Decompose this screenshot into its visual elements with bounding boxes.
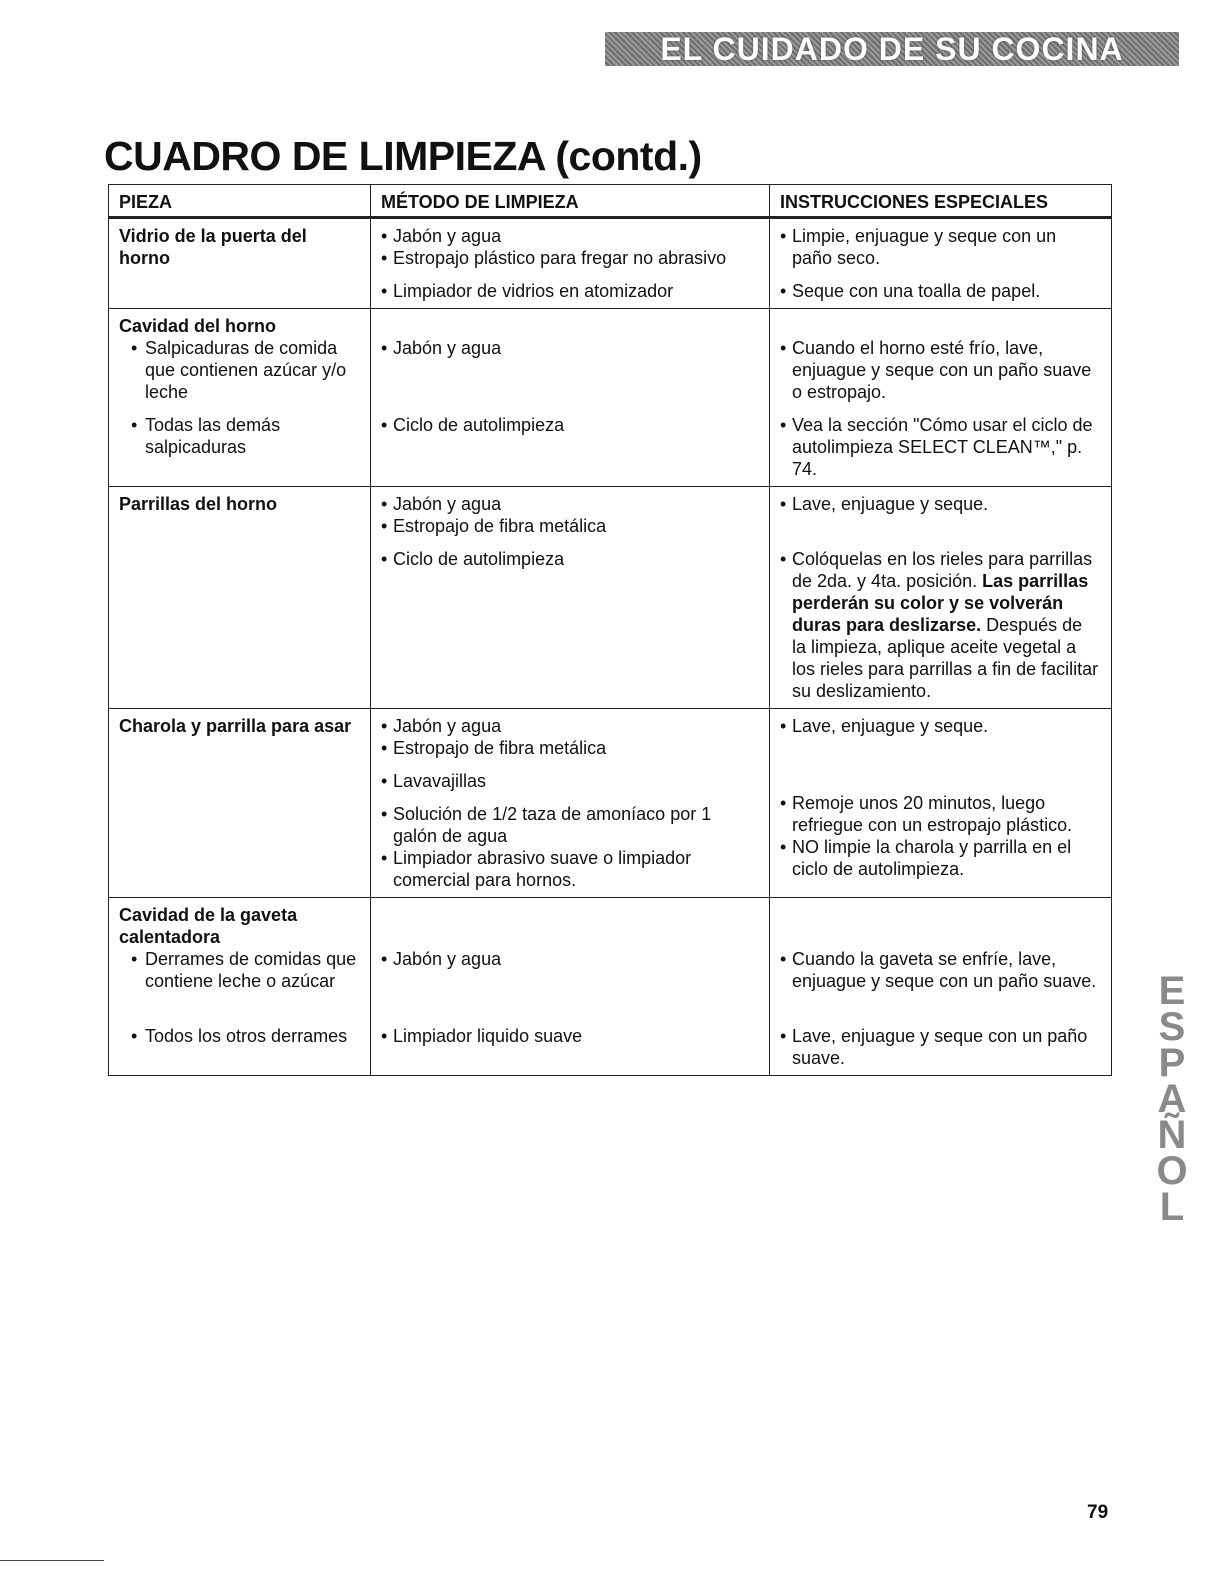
part-name: Vidrio de la puerta del horno bbox=[119, 226, 307, 268]
footer-rule bbox=[0, 1560, 104, 1561]
instruction-text: Colóquelas en los rieles para parrillas de 2da. y 4ta. posición. bbox=[792, 549, 1093, 591]
instructions-cell bbox=[770, 309, 1112, 487]
part-cell bbox=[109, 487, 371, 709]
part-cell bbox=[109, 709, 371, 898]
instruction-item: • Cuando la gaveta se enfríe, lave, enjuague y seque con un paño suave. bbox=[778, 948, 1101, 1014]
method-item: • Limpiador liquido suave bbox=[379, 1025, 759, 1047]
instruction-tail: Después de la limpieza, aplique aceite vegetal a los rieles para parrillas a fin de facilitar su deslizamiento. bbox=[792, 615, 1099, 701]
instruction-item: • Lave, enjuague y seque con un paño suave. bbox=[778, 1025, 1101, 1069]
method-item: • Limpiador de vidrios en atomizador bbox=[379, 280, 759, 302]
method-cell bbox=[371, 898, 770, 1076]
page-title: CUADRO DE LIMPIEZA (contd.) bbox=[104, 133, 702, 179]
instruction-item: • Remoje unos 20 minutos, luego refriegue con un estropajo plástico. bbox=[778, 792, 1101, 836]
part-cell bbox=[109, 898, 371, 1076]
method-item: • Solución de 1/2 taza de amoníaco por 1 galón de agua bbox=[379, 803, 759, 847]
method-item: • Estropajo plástico para fregar no abrasivo bbox=[379, 247, 759, 269]
language-side-tab: ESPAÑOL bbox=[1150, 969, 1194, 1221]
method-item: • Limpiador abrasivo suave o limpiador comercial para hornos. bbox=[379, 847, 759, 891]
method-item: • Lavavajillas bbox=[379, 770, 759, 792]
page-number: 79 bbox=[1087, 1502, 1109, 1523]
instruction-item: • Vea la sección "Cómo usar el ciclo de autolimpieza SELECT CLEAN™," p. 74. bbox=[778, 414, 1101, 480]
table-row bbox=[109, 309, 1112, 487]
method-item: • Jabón y agua bbox=[379, 225, 759, 247]
method-item: • Jabón y agua bbox=[379, 948, 759, 1014]
method-item: • Estropajo de fibra metálica bbox=[379, 737, 759, 759]
sub-item: • Todos los otros derrames bbox=[129, 1025, 360, 1047]
table-row bbox=[109, 898, 1112, 1076]
warning-text: Las parrillas perderán su color y se volverán duras para deslizarse. bbox=[792, 571, 1089, 635]
header-pieza: PIEZA bbox=[109, 185, 371, 218]
part-cell bbox=[109, 218, 371, 309]
method-item: • Jabón y agua bbox=[379, 715, 759, 737]
method-cell bbox=[371, 487, 770, 709]
instruction-item: • Limpie, enjuague y seque con un paño seco. bbox=[778, 225, 1101, 269]
table-header-row bbox=[109, 185, 1112, 218]
instruction-item bbox=[778, 548, 1101, 702]
part-name: Cavidad del horno bbox=[119, 316, 277, 336]
sub-item: • Derrames de comidas que contiene leche o azúcar bbox=[129, 948, 360, 1014]
method-item: • Ciclo de autolimpieza bbox=[379, 414, 759, 436]
instruction-item: • Lave, enjuague y seque. bbox=[778, 493, 1101, 537]
instructions-cell bbox=[770, 898, 1112, 1076]
method-cell bbox=[371, 218, 770, 309]
method-item: • Estropajo de fibra metálica bbox=[379, 515, 759, 537]
instruction-item: • NO limpie la charola y parrilla en el ciclo de autolimpieza. bbox=[778, 836, 1101, 880]
method-cell bbox=[371, 309, 770, 487]
part-name: Cavidad de la gaveta calentadora bbox=[119, 905, 298, 947]
header-metodo: MÉTODO DE LIMPIEZA bbox=[371, 185, 770, 218]
method-item: • Jabón y agua bbox=[379, 493, 759, 515]
table-row bbox=[109, 709, 1112, 898]
section-banner: EL CUIDADO DE SU COCINA bbox=[605, 32, 1179, 66]
part-cell bbox=[109, 309, 371, 487]
method-item: • Ciclo de autolimpieza bbox=[379, 548, 759, 570]
sub-item: • Salpicaduras de comida que contienen azúcar y/o leche bbox=[129, 337, 360, 403]
part-name: Charola y parrilla para asar bbox=[119, 716, 352, 736]
method-item: • Jabón y agua bbox=[379, 337, 759, 403]
table-row bbox=[109, 487, 1112, 709]
instructions-cell bbox=[770, 487, 1112, 709]
table-row bbox=[109, 218, 1112, 309]
cleaning-chart-table bbox=[108, 184, 1112, 1076]
instructions-cell bbox=[770, 709, 1112, 898]
part-name: Parrillas del horno bbox=[119, 494, 278, 514]
instruction-item: • Cuando el horno esté frío, lave, enjuague y seque con un paño suave o estropajo. bbox=[778, 337, 1101, 403]
instruction-item: • Lave, enjuague y seque. bbox=[778, 715, 1101, 781]
method-cell bbox=[371, 709, 770, 898]
instructions-cell bbox=[770, 218, 1112, 309]
instruction-item: • Seque con una toalla de papel. bbox=[778, 280, 1101, 302]
header-instrucciones: INSTRUCCIONES ESPECIALES bbox=[770, 185, 1112, 218]
sub-item: • Todas las demás salpicaduras bbox=[129, 414, 360, 458]
